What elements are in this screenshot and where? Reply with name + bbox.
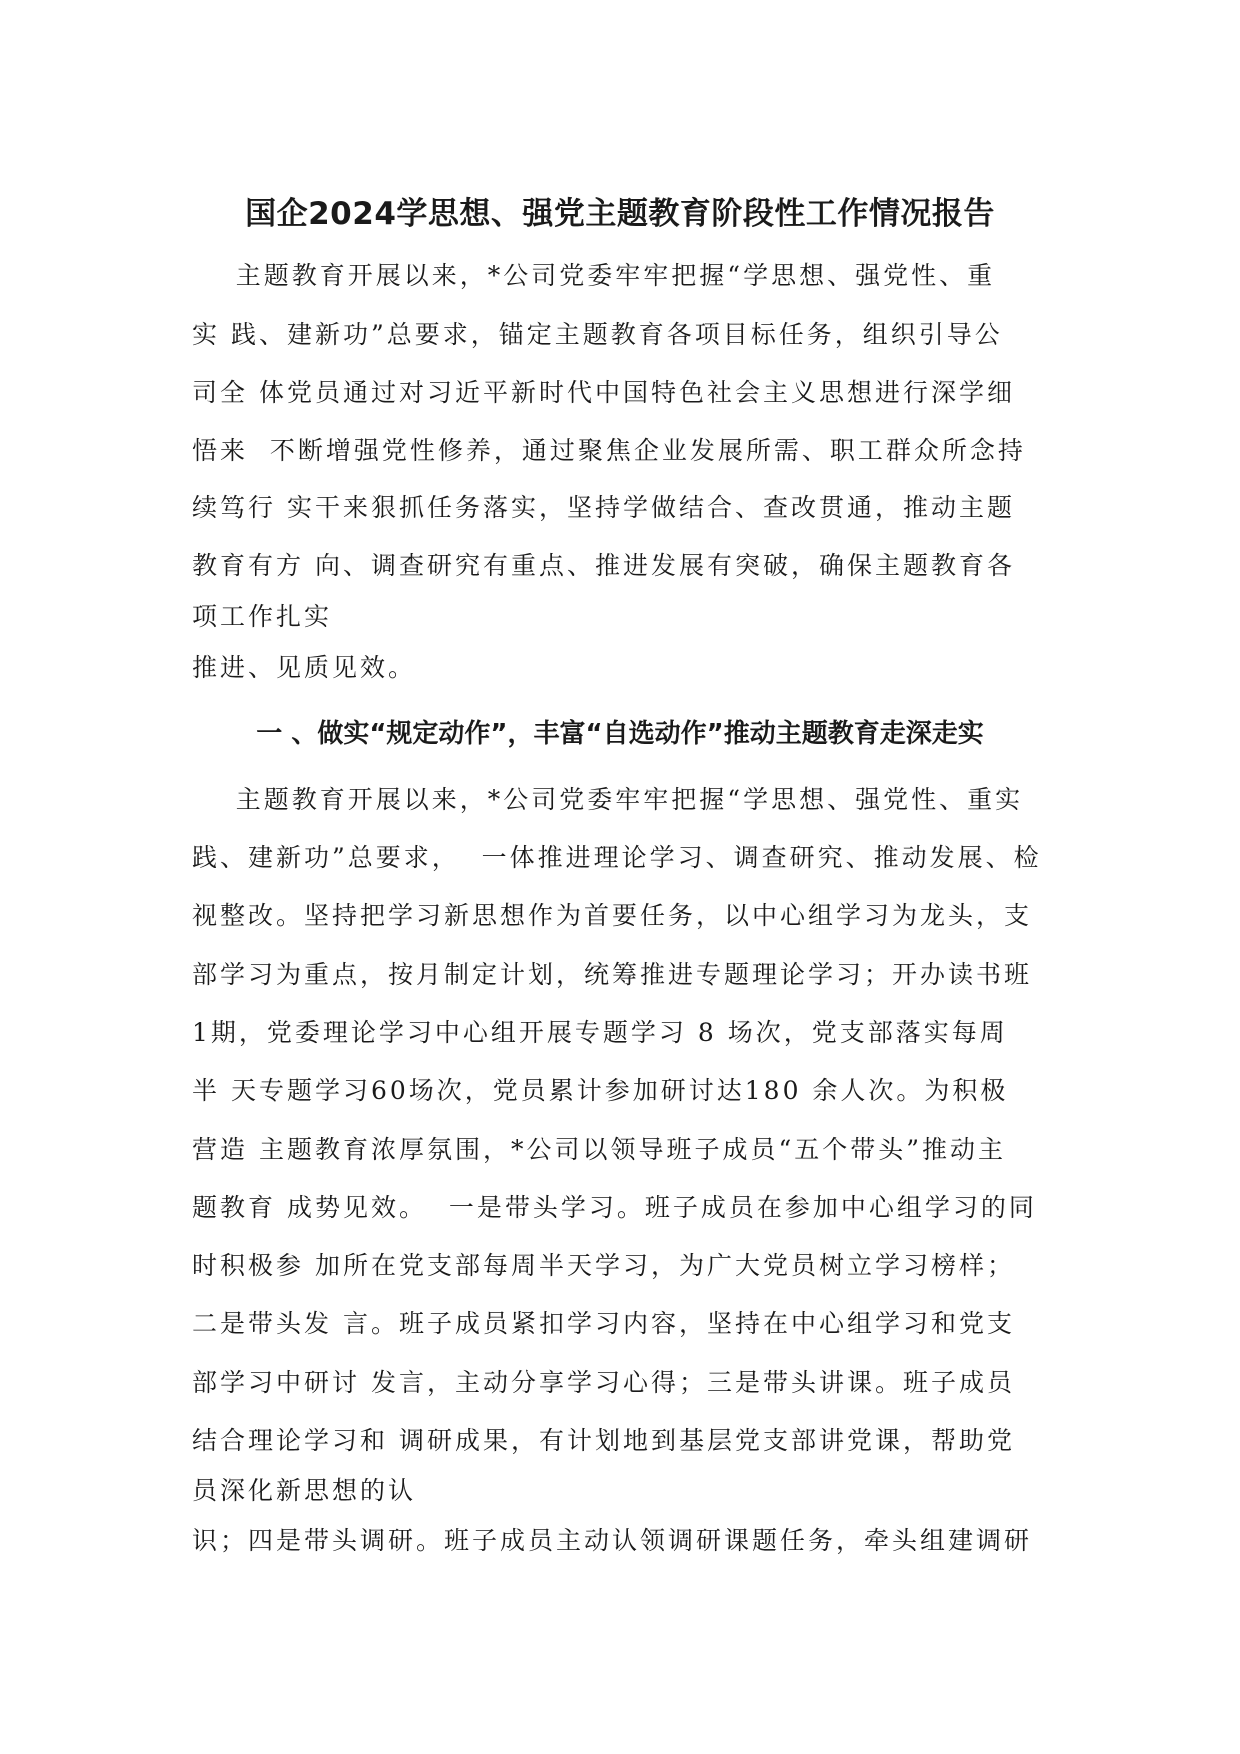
paragraph-line: 续笃行 实干来狠抓任务落实，坚持学做结合、查改贯通，推动主题 xyxy=(192,493,1015,522)
paragraph-line: 员深化新思想的认 xyxy=(192,1476,417,1505)
paragraph-line: 识；四是带头调研。班子成员主动认领调研课题任务，牵头组建调研 xyxy=(192,1526,1033,1555)
paragraph-line: 题教育 成势见效。 一是带头学习。班子成员在参加中心组学习的同 xyxy=(192,1193,1037,1222)
paragraph-line: 推进、见质见效。 xyxy=(192,653,417,682)
paragraph-line: 悟来 不断增强党性修养，通过聚焦企业发展所需、职工群众所念持 xyxy=(192,436,1026,465)
paragraph-line: 实 践、建新功”总要求，锚定主题教育各项目标任务，组织引导公 xyxy=(192,320,1003,349)
paragraph-line: 教育有方 向、调查研究有重点、推进发展有突破，确保主题教育各 xyxy=(192,551,1015,580)
paragraph-line: 半 天专题学习60场次，党员累计参加研讨达180 余人次。为积极 xyxy=(192,1076,1009,1105)
paragraph-line: 部学习为重点，按月制定计划，统筹推进专题理论学习；开办读书班 xyxy=(192,960,1033,989)
document-title: 国企2024学思想、强党主题教育阶段性工作情况报告 xyxy=(245,196,995,232)
paragraph-line: 二是带头发 言。班子成员紧扣学习内容，坚持在中心组学习和党支 xyxy=(192,1309,1015,1338)
paragraph-line: 时积极参 加所在党支部每周半天学习，为广大党员树立学习榜样； xyxy=(192,1251,1015,1280)
paragraph-line: 主题教育开展以来，*公司党委牢牢把握“学思想、强党性、重 xyxy=(192,261,996,290)
paragraph-line: 主题教育开展以来，*公司党委牢牢把握“学思想、强党性、重实 xyxy=(192,785,1024,814)
paragraph-line: 项工作扎实 xyxy=(192,602,333,631)
paragraph-line: 营造 主题教育浓厚氛围，*公司以领导班子成员“五个带头”推动主 xyxy=(192,1135,1007,1164)
paragraph-line: 1期，党委理论学习中心组开展专题学习 8 场次，党支部落实每周 xyxy=(192,1018,1008,1047)
paragraph-line: 司全 体党员通过对习近平新时代中国特色社会主义思想进行深学细 xyxy=(192,378,1015,407)
paragraph-line: 部学习中研讨 发言，主动分享学习心得；三是带头讲课。班子成员 xyxy=(192,1368,1015,1397)
paragraph-line: 结合理论学习和 调研成果，有计划地到基层党支部讲党课，帮助党 xyxy=(192,1426,1015,1455)
paragraph-line: 视整改。坚持把学习新思想作为首要任务，以中心组学习为龙头，支 xyxy=(192,901,1033,930)
paragraph-line: 践、建新功”总要求， 一体推进理论学习、调查研究、推动发展、检 xyxy=(192,843,1042,872)
section-heading: 一 、做实“规定动作”，丰富“自选动作”推动主题教育走深走实 xyxy=(256,719,984,749)
